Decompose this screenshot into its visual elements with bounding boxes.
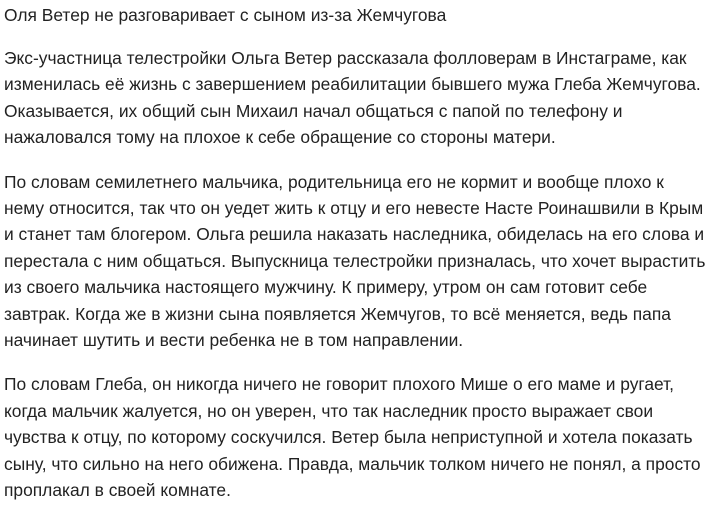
article-title: Оля Ветер не разговаривает с сыном из-за Жемчугова xyxy=(4,5,447,25)
article-paragraph-1: Экс-участница телестройки Ольга Ветер рассказала фолловерам в Инстаграме, как изменилась её жизнь с завершением реабилитации бывшего мужа Глеба Жемчугова. Оказывается, их общий сын Михаил начал общаться с папой по телефону и нажаловался тому на плохое к себе обращение со стороны матери. xyxy=(4,48,701,148)
article-paragraph-2: По словам семилетнего мальчика, родительница его не кормит и вообще плохо к нему относится, так что он уедет жить к отцу и его невесте Насте Роинашвили в Крым и станет там блогером. Ольга решила наказать наследника, обиделась на его слова и перестала с ним общаться. Выпускница телестройки призналась, что хочет вырастить из своего мальчика настоящего мужчину. К примеру, утром он сам готовит себе завтрак. Когда же в жизни сына появляется Жемчугов, то всё меняется, ведь папа начинает шутить и вести ребенка не в том направлении. xyxy=(4,171,706,351)
article-paragraph-3: По словам Глеба, он никогда ничего не говорит плохого Мише о его маме и ругает, когда мальчик жалуется, но он уверен, что так наследник просто выражает свои чувства к отцу, по которому соскучился. Ветер была неприступной и хотела показать сыну, что сильно на него обижена. Правда, мальчик толком ничего не понял, а просто проплакал в своей комнате. xyxy=(4,374,701,501)
